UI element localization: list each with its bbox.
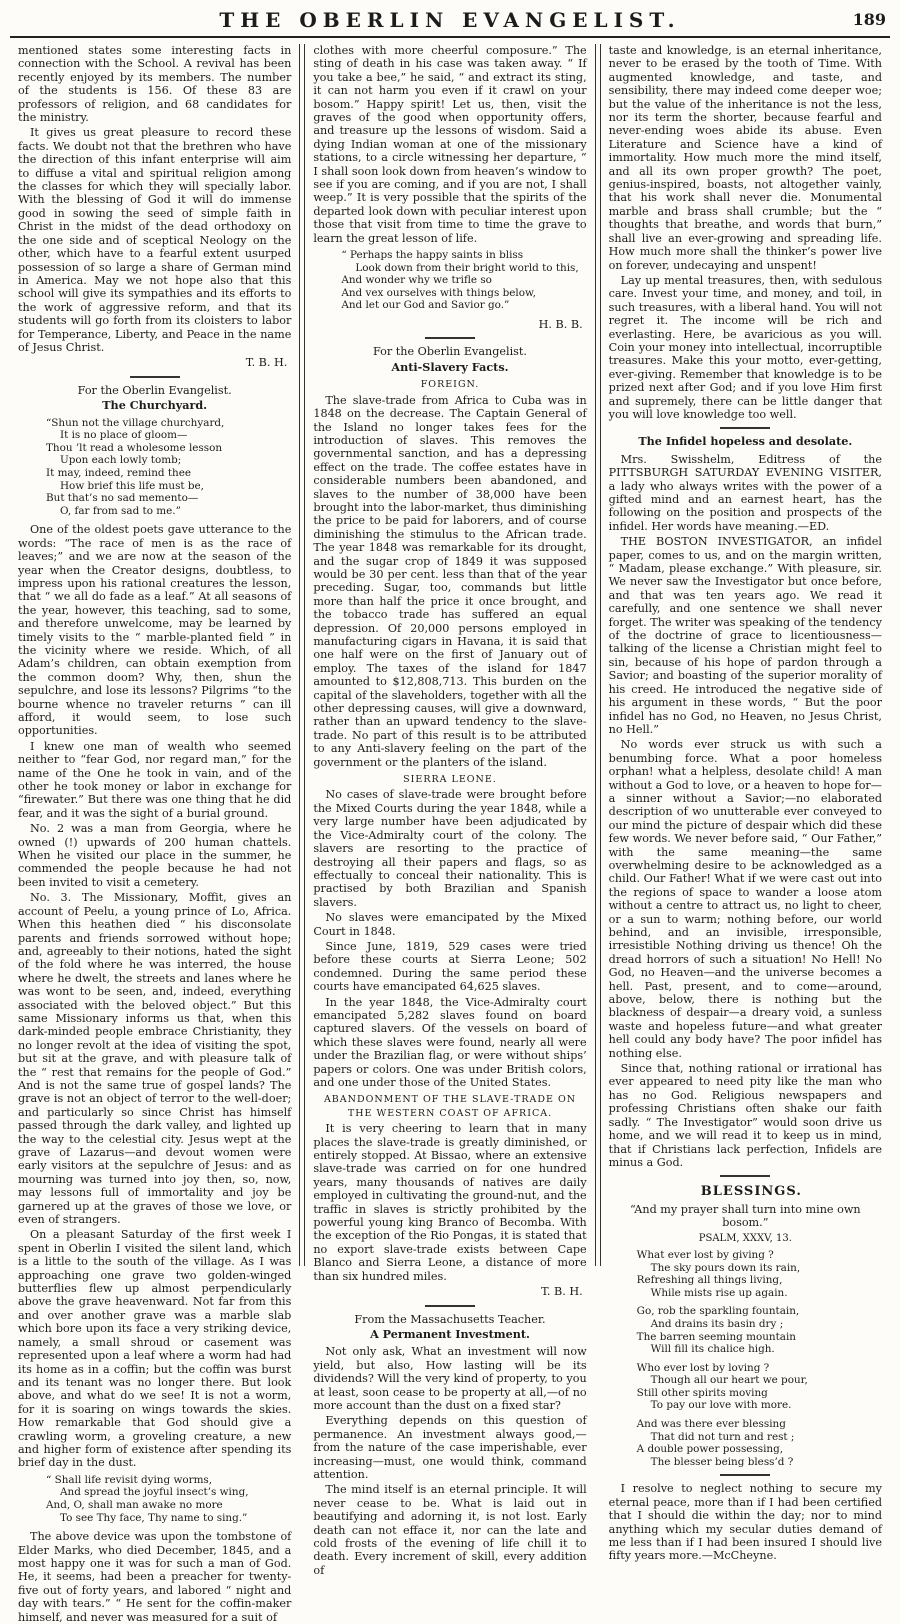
poem-line: A double power possessing, <box>636 1443 784 1456</box>
column-2 <box>305 44 594 1577</box>
poem-line: The blesser being bless’d ? <box>650 1455 794 1468</box>
paragraph: Everything depends on this question of permanence. An investment always good,—from the nature of the case imperishable, ever increasing—must, one would think, command attention. <box>313 1414 587 1481</box>
signature: T. B. H. <box>245 356 288 370</box>
paragraph: No. 3. The Missionary, Moffit, gives an account of Peelu, a young prince of Lo, Africa. When this heathen died “ his disconsolate parents and friends sorrowed without hope; and, agreeably to their notions, hated the sight of the fold where he was interred, the house where he dwelt, the streets and lanes where he was wont to be seen, and, indeed, everything associated with the beloved object.” But this same Missionary informs us that, when this dark-minded people embrace Christianity, they no longer revolt at the idea of visiting the spot, but sit at the grave, and with pleasure talk of the “ rest that remains for the people of God.” And is not the same true of gospel lands? The grave is not an object of terror to the well-doer; and particularly so since Christ has himself passed through the dark valley, and lighted up the way to the celestial city. Jesus wept at the grave of Lazarus—and devout women were early visitors at the sepulchre of Jesus: and as mourning was turned into joy then, so, now, may lessons full of immortality and joy be garnered up at the graves of those we love, or even of strangers. <box>18 891 292 1227</box>
page-number: 189 <box>852 10 886 29</box>
poem-line: And wonder why we trifle so <box>341 274 492 287</box>
poem-line: It is no place of gloom— <box>60 429 188 442</box>
masthead <box>10 6 890 38</box>
section-subheading: SIERRA LEONE. <box>403 774 497 786</box>
poem-line: To see Thy face, Thy name to sing.” <box>60 1511 248 1524</box>
source-line: For the Oberlin Evangelist. <box>77 383 232 397</box>
poem-line: And drains its basin dry ; <box>650 1317 784 1330</box>
poem-line: And vex ourselves with things below, <box>341 286 536 299</box>
paragraph: mentioned states some interesting facts in connection with the School. A revival has been recently enjoyed by its members. The number of the students is 156. Of these 83 are professors of religion, and 68 candidates for the ministry. <box>18 44 292 125</box>
paragraph: No words ever struck us with such a benumbing force. What a poor homeless orphan! what a helpless, desolate child! A man without a God to love, or a heaven to hope for—a sinner without a Savior;—no elaborated description of wo unutterable ever conveyed to our mind the picture of despair which did these few words. We never before said, “ Our Father,” with the same meaning—the same overwhelming desire to be acknowledged as a child. Our Father! What if we were cast out into the regions of space to wander a loose atom without a centre to attract us, no light to cheer, or a sun to warm; nothing before, our world behind, and an invisible, irresponsible, irresistible Nothing driving us thence! Oh the dread horrors of such a situation! No Hell! No God, no Heaven—and the universe becomes a hell. Past, present, and to come—around, above, below, there is nothing but the blackness of despair—a dreary void, a sunless waste and hopeless future—and what greater hell could any body have? The poor infidel has nothing else. <box>608 738 882 1060</box>
paragraph: No cases of slave-trade were brought before the Mixed Courts during the year 1848, while a very large number have been adjudicated by the Vice-Admiralty court of the colony. The slavers are resorting to the practice of destroying all their papers and flags, so as effectually to conceal their nationality. This is practised by both Brazilian and Spanish slavers. <box>313 788 587 909</box>
paragraph: taste and knowledge, is an eternal inheritance, never to be erased by the tooth of Time. With augmented knowledge, and taste, and sensibility, there may indeed come deeper woe; but the value of the inheritance is not the less, nor its term the shorter, because fearful and never-ending woes abide its abuse. Even Literature and Science have a kind of immortality. How much more the mind itself, and all its own proper growth? The poet, genius-inspired, boasts, not altogether vainly, that his work shall never die. Monumental marble and brass shall crumble; but the “ thoughts that breathe, and words that burn,” shall live an ever-growing and spreading life. How much more shall the thinker’s power live on forever, undecaying and unspent! <box>608 44 882 272</box>
poem-line: The barren seeming mountain <box>636 1330 796 1343</box>
epigraph: “And my prayer shall turn into mine own bosom.” <box>630 1202 861 1230</box>
paragraph: The above device was upon the tombstone of Elder Marks, who died December, 1845, and a most happy one it was for such a man of God. He, it seems, had been a preacher for twenty-five out of forty years, and labored “ night and day with tears.” “ He sent for the coffin-maker himself, and never was measured for a suit of <box>18 1530 292 1624</box>
poem-line: Thou ’lt read a wholesome lesson <box>46 441 223 454</box>
paragraph: THE BOSTON INVESTIGATOR, an infidel paper, comes to us, and on the margin written, “ Madam, please exchange.” With pleasure, sir. We never saw the Investigator but once before, and that was ten years ago. We read it carefully, and one sentence we shall never forget. The writer was speaking of the tendency of the doctrine of grace to licentiousness—talking of the license a Christian might feel to sin, because of his hope of pardon through a Savior; and boasting of the superior morality of his creed. He introduced the negative side of his argument in these words, “ But the poor infidel has no God, no Heaven, no Jesus Christ, no Hell.” <box>608 535 882 736</box>
paragraph: Since June, 1819, 529 cases were tried before these courts at Sierra Leone; 502 condemned. During the same period these courts have emancipated 64,625 slaves. <box>313 939 587 994</box>
poem-line: Look down from their bright world to this, <box>355 261 579 274</box>
paragraph: One of the oldest poets gave utterance to the words: “The race of men is as the race of leaves;” and we are now at the season of the year when the Creator designs, doubtless, to impress upon his rational creatures the lesson, that “ we all do fade as a leaf.” At all seasons of the year, however, this teaching, sad to some, and therefore unwelcome, may be learned by timely visits to the “ marble-planted field ” in the vicinity where we reside. Which, of all Adam’s children, can obtain exemption from the common doom? Why, then, shun the sepulchre, and lose its lessons? Pilgrims “to the bourne whence no traveler returns ” can ill afford, it would seem, to lose such opportunities. <box>18 523 292 738</box>
masthead-title: THE OBERLIN EVANGELIST. <box>219 8 681 32</box>
separator-rule <box>720 1474 770 1476</box>
signature: H. B. B. <box>538 318 583 332</box>
poem-line: What ever lost by giving ? <box>636 1248 774 1261</box>
article-heading: The Churchyard. <box>102 398 208 413</box>
poem-stanza <box>637 1305 882 1355</box>
separator-rule <box>425 337 475 339</box>
source-line: For the Oberlin Evangelist. <box>373 345 527 359</box>
section-subheading: FOREIGN. <box>420 379 480 391</box>
section-subheading: ABANDONMENT OF THE SLAVE-TRADE ON THE WESTERN COAST OF AFRICA. <box>323 1094 577 1119</box>
separator-rule <box>720 1175 770 1177</box>
article-heading: A Permanent Investment. <box>370 1326 530 1341</box>
separator-rule <box>130 376 180 378</box>
paragraph: I resolve to neglect nothing to secure my eternal peace, more than if I had been certified that I should die within the day; nor to mind anything which my secular duties demand of me less than if I had been insured I should live fifty years more.—McCheyne. <box>608 1482 882 1563</box>
poem-line: Still other spirits moving <box>636 1386 768 1399</box>
poem-line: And spread the joyful insect’s wing, <box>60 1486 249 1499</box>
poem-line: Refreshing all things living, <box>636 1274 783 1287</box>
paragraph: The mind itself is an eternal principle. It will never cease to be. What is laid out in beautifying and adorning it, is not lost. Early death can not efface it, nor can the late and cold frosts of the evening of life chill it to death. Every increment of skill, every addition of <box>313 1483 587 1577</box>
poem-line: How brief this life must be, <box>60 479 204 492</box>
separator-rule <box>425 1305 475 1307</box>
paragraph: It gives us great pleasure to record these facts. We doubt not that the brethren who have the direction of this infant enterprise will aim to diffuse a vital and spiritual religion among the classes for which they will specially labor. With the blessing of God it will do immense good in sowing the seed of simple faith in Christ in the midst of the dead orthodoxy on the one side and of sceptical Neology on the other, which have to a fearful extent usurped possession of so large a share of German mind in America. May we not hope also that this school will give its sympathies and its efforts to the work of aggressive reform, and that its students will go forth from its cloisters to labor for Temperance, Liberty, and Peace in the name of Jesus Christ. <box>18 126 292 354</box>
poem <box>46 1474 291 1524</box>
paragraph: I knew one man of wealth who seemed neither to “fear God, nor regard man,” for the name of the One he took in vain, and of the other he took money or labor in exchange for “firewater.” But there was one thing that he did fear, and it was the sight of a burial ground. <box>18 739 292 820</box>
paragraph: Lay up mental treasures, then, with sedulous care. Invest your time, and money, and toil, in such treasures, with a liberal hand. You will not regret it. The income will be rich and everlasting. Here, be avaricious as you will. Coin your money into intellectual, incorruptible treasures. Make this your motto, ever-getting, ever-giving. Remember that knowledge is to be prized next after God; and if you love Him first and supremely, there can be little danger that you will love knowledge too well. <box>608 273 882 421</box>
columns <box>10 44 890 1624</box>
poem-line: Though all our heart we pour, <box>650 1374 808 1387</box>
signature: T. B. H. <box>541 1285 583 1299</box>
poem-line: Go, rob the sparkling fountain, <box>636 1305 800 1318</box>
epigraph-citation: PSALM, XXXV, 13. <box>698 1232 792 1244</box>
poem <box>341 249 586 312</box>
poem <box>46 417 291 518</box>
poem-line: The sky pours down its rain, <box>650 1261 801 1274</box>
poem-line: Upon each lowly tomb; <box>60 454 182 467</box>
article-heading: BLESSINGS. <box>700 1184 802 1200</box>
poem-line: It may, indeed, remind thee <box>46 466 192 479</box>
paragraph: It is very cheering to learn that in many places the slave-trade is greatly diminished, or entirely stopped. At Bissao, where an extensive slave-trade was carried on for one hundred years, many thousands of natives are daily employed in cultivating the ground-nut, and the traffic in slaves is strictly prohibited by the powerful young king Branco of Becomba. With the exception of the Rio Pongas, it is stated that no export slave-trade exists between Cape Blanco and Sierra Leone, a distance of more than six hundred miles. <box>313 1122 587 1283</box>
paragraph: The slave-trade from Africa to Cuba was in 1848 on the decrease. The Captain General of the Island no longer takes fees for the introduction of slaves. This removes the governmental sanction, and has a depressing effect on the trade. The coffee estates have in considerable numbers been abandoned, and slaves to the number of 38,000 have been brought into the labor-market, thus diminishing the price to be paid for laborers, and of course diminishing the stimulus to the African trade. The year 1848 was remarkable for its drought, and the sugar crop of 1849 it was supposed would be 30 per cent. less than that of the year preceding. Sugar, too, commands but little more than half the price it once brought, and the tobacco trade has suffered an equal depression. Of 20,000 persons employed in manufacturing cigars in Havana, it is said that one half were on the first of January out of employ. The taxes of the island for 1847 amounted to $12,808,713. This burden on the capital of the slaveholders, together with all the other depressing causes, will give a downward, rather than an upward tendency to the slave-trade. No part of this result is to be attributed to any Anti-slavery feeling on the part of the government or the planters of the island. <box>313 393 587 769</box>
paragraph: In the year 1848, the Vice-Admiralty court emancipated 5,282 slaves found on board captured slavers. Of the vessels on board of which these slaves were found, nearly all were under the Brazilian flag, or were without ships’ papers or colors. One was under British colors, and one under those of the United States. <box>313 995 587 1089</box>
poem-stanza <box>637 1362 882 1412</box>
column-1 <box>10 44 299 1624</box>
separator-rule <box>720 427 770 429</box>
poem-line: “ Shall life revisit dying worms, <box>46 1473 213 1486</box>
poem-line: To pay our love with more. <box>650 1399 792 1412</box>
source-line: From the Massachusetts Teacher. <box>354 1312 546 1326</box>
paragraph: On a pleasant Saturday of the first week I spent in Oberlin I visited the silent land, which is a little to the south of the village. As I was approaching one grave two golden-winged butterflies flew up almost perpendicularly above the grave heavenward. Not far from this and over another grave was a marble slab which bore upon its face a very striking device, namely, a small shroud or casement was represented upon a leaf where a worm had had its home as in a coffin; but the coffin was burst and its tenant was no longer there. But look above, and what do we see! It is not a worm, for it is soaring on wings towards the skies. How remarkable that God should give a crawling worm, a groveling creature, a new and higher form of existence after spending its brief day in the dust. <box>18 1228 292 1470</box>
poem-line: While mists rise up again. <box>650 1286 788 1299</box>
poem-line: And, O, shall man awake no more <box>46 1498 223 1511</box>
poem-line: Who ever lost by loving ? <box>636 1361 770 1374</box>
poem-line: But that’s no sad memento— <box>46 492 199 505</box>
paragraph: clothes with more cheerful composure.” The sting of death in his case was taken away. “ If you take a bee,” he said, “ and extract its sting, it can not harm you even if it crawl on your bosom.” Happy spirit! Let us, then, visit the graves of the good when opportunity offers, and treasure up the lessons of wisdom. Said a dying Indian woman at one of the missionary stations, to a circle witnessing her departure, “ I shall soon look down from heaven’s window to see if you are coming, and if you are not, I shall weep.” It is very possible that the spirits of the departed look down with peculiar interest upon those that visit from time to time the grave to learn the great lesson of life. <box>313 44 587 245</box>
paragraph: No. 2 was a man from Georgia, where he owned (!) upwards of 200 human chattels. When he visited our place in the summer, he commended the people because he had not been invited to visit a cemetery. <box>18 822 292 889</box>
poem-line: That did not turn and rest ; <box>650 1430 795 1443</box>
poem-line: Will fill its chalice high. <box>650 1343 775 1356</box>
poem-line: And let our God and Savior go.” <box>341 299 510 312</box>
paragraph: Since that, nothing rational or irrational has ever appeared to need pity like the man who has no God. Religious newspapers and professing Christians often shake our faith sadly. “ The Investigator” would soon drive us home, and we will read it to keep us in mind, that if Christians lack perfection, Infidels are minus a God. <box>608 1062 882 1169</box>
poem-line: “ Perhaps the happy saints in bliss <box>341 249 524 262</box>
poem-stanza <box>637 1249 882 1299</box>
poem-line: O, far from sad to me.” <box>60 504 181 517</box>
paragraph: Not only ask, What an investment will now yield, but also, How lasting will be its dividends? Will the very kind of property, to you at least, soon cease to be property at all,—of no more account than the dust on a fixed star? <box>313 1345 587 1412</box>
poem-line: “Shun not the village churchyard, <box>46 416 225 429</box>
article-heading: Anti-Slavery Facts. <box>391 359 509 374</box>
paragraph: Mrs. Swisshelm, Editress of the PITTSBURGH SATURDAY EVENING VISITER, a lady who always writes with the power of a gifted mind and an earnest heart, has the following on the position and prospects of the infidel. Her words have meaning.—ED. <box>608 452 882 533</box>
poem-line: And was there ever blessing <box>636 1418 786 1431</box>
column-3 <box>601 44 890 1563</box>
article-heading: The Infidel hopeless and desolate. <box>638 434 853 449</box>
paragraph: No slaves were emancipated by the Mixed Court in 1848. <box>313 911 587 938</box>
poem-stanza <box>637 1418 882 1468</box>
